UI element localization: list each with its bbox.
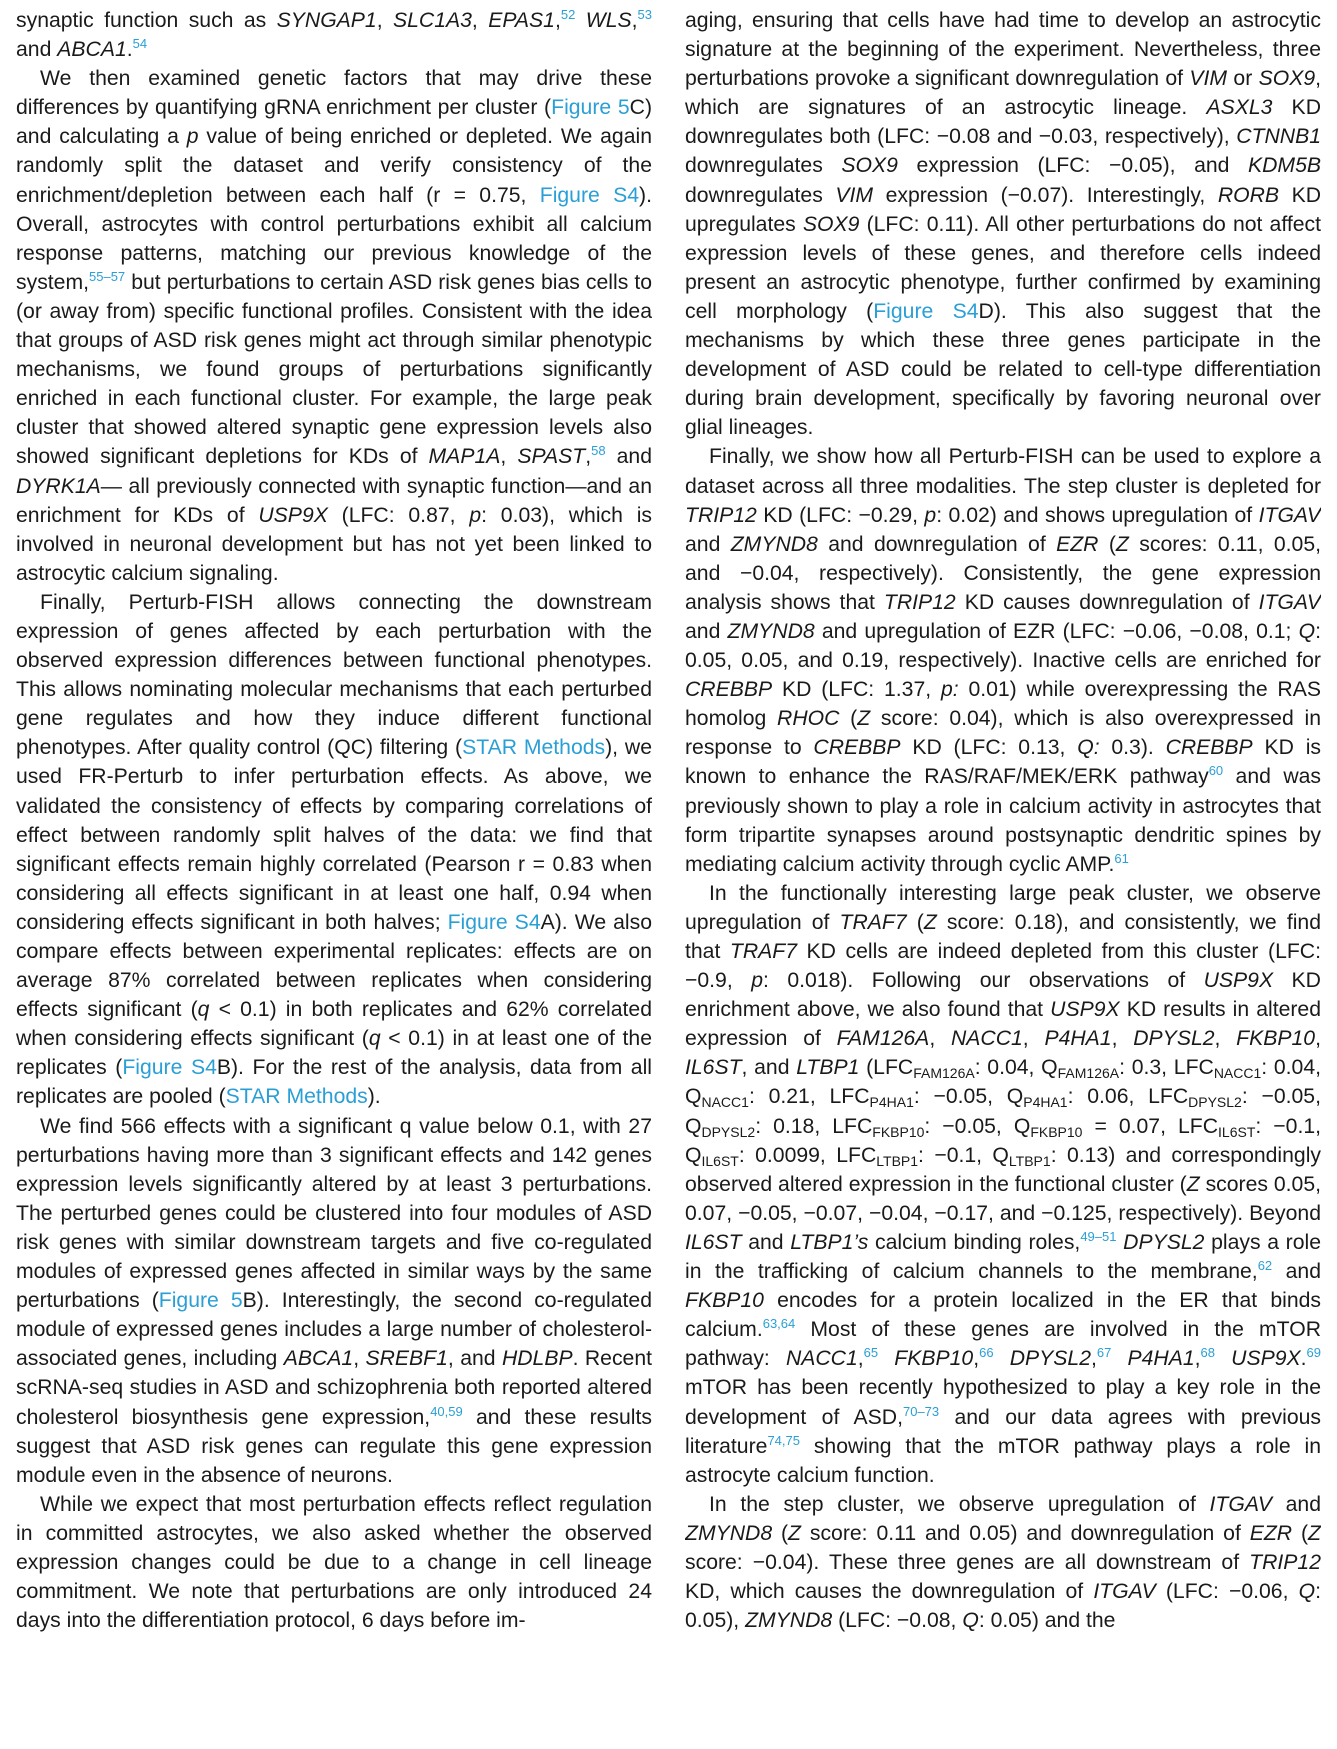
body-text: KD causes downregulation of xyxy=(955,590,1259,614)
citation-ref[interactable]: 74,75 xyxy=(767,1432,800,1448)
body-text: (LFC: −0.08, xyxy=(832,1609,963,1633)
body-text: In the functionally interesting large peak cluster, we observe upregulation of xyxy=(685,881,1321,934)
body-text: : −0.1, Q xyxy=(918,1143,1009,1167)
subscript: DPYSL2 xyxy=(701,1123,756,1140)
paragraph xyxy=(685,6,1321,442)
italic-text: ITGAV xyxy=(1258,590,1321,614)
italic-text: FAM126A xyxy=(836,1027,930,1051)
body-text: : −0.1, Q xyxy=(685,1114,1321,1167)
body-text: (LFC: 0.11). All other perturbations do not affect expression levels of these genes, and therefore cells indeed present an astrocytic phenotype, further confirmed by examining cell morphology ( xyxy=(685,212,1321,323)
citation-ref[interactable]: 69 xyxy=(1306,1345,1321,1361)
italic-text: USP9X xyxy=(1203,969,1274,993)
body-text: , xyxy=(471,9,489,32)
italic-text: EZR xyxy=(1249,1521,1293,1545)
body-text: : −0.05, Q xyxy=(685,1085,1321,1138)
italic-text: ZMYND8 xyxy=(685,1521,773,1545)
body-text: , xyxy=(376,9,393,32)
italic-text: TRIP12 xyxy=(883,590,956,614)
subscript: DPYSL2 xyxy=(1188,1094,1242,1111)
body-text: : 0.21, LFC xyxy=(748,1085,870,1109)
body-text: , xyxy=(1022,1027,1045,1051)
italic-text: TRAF7 xyxy=(729,940,797,963)
italic-text: Z xyxy=(1308,1521,1321,1545)
body-text: and our data agrees with previous literature xyxy=(685,1405,1321,1458)
body-text: 0.3). xyxy=(1099,736,1166,760)
italic-text: ITGAV xyxy=(1093,1580,1156,1604)
left-column xyxy=(16,6,652,1742)
italic-text: USP9X xyxy=(1050,998,1120,1022)
italic-text: Z xyxy=(923,910,937,934)
italic-text: TRAF7 xyxy=(839,910,907,934)
body-text xyxy=(994,1347,1010,1370)
body-text: , xyxy=(1194,1347,1201,1371)
italic-text: SYNGAP1 xyxy=(276,9,377,32)
italic-text: Q xyxy=(962,1609,979,1633)
body-text: and was previously shown to play a role in calcium activity in astrocytes that form tripartite synapses around postsynaptic dendritic spines by mediating calcium activity through cyclic AMP. xyxy=(685,765,1321,876)
citation-ref[interactable]: 40,59 xyxy=(430,1403,463,1419)
paragraph xyxy=(685,442,1321,878)
body-text: , xyxy=(554,9,561,32)
italic-text: ITGAV xyxy=(1258,503,1321,527)
body-text: value of being enriched or depleted. We again randomly split the dataset and verify consistency of the enrichment/depletion between each half (r = 0.75, xyxy=(16,125,652,207)
paragraph xyxy=(16,6,652,64)
citation-ref[interactable]: 65 xyxy=(863,1345,879,1361)
italic-text: ABCA1 xyxy=(57,38,127,62)
italic-text: SOX9 xyxy=(1258,67,1316,91)
body-text: , and xyxy=(741,1056,797,1080)
body-text xyxy=(1215,1347,1231,1370)
italic-text: CTNNB1 xyxy=(1236,125,1321,149)
body-text: ( xyxy=(906,910,924,934)
italic-text: DPYSL2 xyxy=(1133,1027,1215,1051)
italic-text: DPYSL2 xyxy=(1009,1347,1091,1371)
body-text: In the step cluster, we observe upregulation of xyxy=(709,1492,1210,1516)
body-text: aging, ensuring that cells have had time to develop an astrocytic signature at the beginning of the experiment. Nevertheless, three perturbations provoke a significant downregulation of xyxy=(685,9,1321,91)
body-text: : 0.0099, LFC xyxy=(738,1143,877,1167)
body-text: . Recent scRNA-seq studies in ASD and schizophrenia both reported altered cholesterol biosynthesis gene expression, xyxy=(16,1347,652,1429)
body-text: : 0.13) and correspondingly observed altered expression in the functional cluster ( xyxy=(685,1143,1321,1196)
body-text: : 0.03), which is involved in neuronal development but has not yet been linked to astrocytic calcium signaling. xyxy=(16,503,652,585)
body-text: : −0.05, Q xyxy=(913,1085,1024,1109)
body-text: : −0.05, Q xyxy=(924,1114,1031,1138)
body-text: ), we used FR-Perturb to infer perturbation effects. As above, we validated the consistency of effects by comparing correlations of effect between randomly split halves of the data: we find that significant effects remain highly correlated (Pearson r = 0.83 when considering all effects significant in at least one half, 0.94 when considering effects significant in both halves; xyxy=(16,736,652,934)
body-text: ). Overall, astrocytes with control perturbations exhibit all calcium response patterns, matching our previous knowledge of the system, xyxy=(16,183,652,294)
body-text: ( xyxy=(839,707,858,731)
figure-link[interactable]: Figure S4 xyxy=(873,299,979,323)
italic-text: TRIP12 xyxy=(1249,1550,1321,1574)
italic-text: CREBBP xyxy=(685,678,773,702)
italic-text: ZMYND8 xyxy=(745,1609,833,1633)
italic-text: LTBP1’s xyxy=(790,1230,869,1254)
body-text: , and xyxy=(447,1347,502,1371)
citation-ref[interactable]: 62 xyxy=(1257,1258,1273,1274)
right-column xyxy=(685,6,1321,1742)
body-text: , xyxy=(929,1027,951,1051)
italic-text: q xyxy=(368,1027,381,1051)
citation-ref[interactable]: 61 xyxy=(1114,850,1129,866)
italic-text: FKBP10 xyxy=(685,1289,764,1313)
body-text: We find 566 effects with a significant q value below 0.1, with 27 perturbations having more than 3 significant effects and 142 genes expression levels significantly altered by at least 3 perturbations. The perturbed genes could be clustered into four modules of ASD risk genes with similar downstream targets and five co-regulated modules of expressed genes affected in similar ways by the same perturbations ( xyxy=(16,1114,652,1313)
italic-text: EZR xyxy=(1056,532,1099,556)
body-text: , xyxy=(1111,1027,1134,1051)
italic-text: p xyxy=(186,125,199,149)
italic-text: P4HA1 xyxy=(1044,1027,1112,1051)
body-text: plays a role in the trafficking of calcium channels to the membrane, xyxy=(685,1230,1321,1284)
italic-text: DYRK1A xyxy=(16,474,101,498)
body-text: , xyxy=(1214,1027,1237,1051)
body-text: KD results in altered expression of xyxy=(685,998,1321,1051)
body-text: (LFC: 0.87, xyxy=(327,503,470,527)
body-text: and xyxy=(685,619,728,643)
citation-ref[interactable]: 52 xyxy=(560,7,576,22)
subscript: LTBP1 xyxy=(876,1152,919,1169)
italic-text: FKBP10 xyxy=(1236,1027,1316,1051)
body-text: < 0.1) in both replicates and 62% correlated when considering effects significant ( xyxy=(16,998,652,1051)
citation-ref[interactable]: 49–51 xyxy=(1080,1228,1117,1244)
italic-text: ITGAV xyxy=(1209,1492,1272,1516)
body-text: expression (−0.07). Interestingly, xyxy=(873,183,1218,207)
body-text: , which are signatures of an astrocytic lineage. xyxy=(685,67,1321,120)
body-text: . xyxy=(126,38,133,62)
body-text: Finally, Perturb-FISH allows connecting the downstream expression of genes affected by each perturbation with the observed expression differences between functional phenotypes. This allows nominating molecular mechanisms that each perturbed gene regulates and how they induce different functional phenotypes. After quality control (QC) filtering ( xyxy=(16,590,652,760)
subscript: IL6ST xyxy=(1218,1123,1256,1140)
paragraph xyxy=(685,879,1321,1490)
body-text: and xyxy=(685,532,731,556)
subscript: FKBP10 xyxy=(1030,1123,1083,1140)
body-text: expression (LFC: −0.05), and xyxy=(897,154,1248,178)
body-text: and xyxy=(1271,1492,1321,1516)
subscript: FAM126A xyxy=(1057,1065,1120,1082)
italic-text: NACC1 xyxy=(785,1347,858,1371)
body-text: score: 0.11 and 0.05) and downregulation of xyxy=(801,1521,1250,1545)
figure-link[interactable]: Figure S4 xyxy=(122,1056,217,1080)
body-text: and upregulation of EZR (LFC: −0.06, −0.08, 0.1; xyxy=(814,619,1299,643)
body-text: or xyxy=(1227,67,1259,91)
italic-text: SREBF1 xyxy=(365,1347,448,1371)
subscript: NACC1 xyxy=(1213,1065,1262,1082)
body-text: showing that the mTOR pathway plays a role in astrocyte calcium function. xyxy=(685,1434,1321,1487)
body-text: Finally, we show how all Perturb-FISH can be used to explore a dataset across all three modalities. The step cluster is depleted for xyxy=(685,445,1321,498)
body-text: and xyxy=(741,1230,791,1254)
italic-text: p xyxy=(924,503,937,527)
figure-link[interactable]: Figure S4 xyxy=(539,183,640,207)
subscript: FKBP10 xyxy=(872,1123,925,1140)
body-text: A). We also compare effects between experimental replicates: effects are on average 87% correlated between replicates when considering effects significant ( xyxy=(16,910,652,1022)
figure-link[interactable]: Figure S4 xyxy=(447,910,541,934)
italic-text: p xyxy=(469,503,482,527)
body-text: , xyxy=(631,9,638,32)
body-text: = 0.07, LFC xyxy=(1082,1114,1219,1138)
italic-text: q xyxy=(197,998,210,1022)
body-text: : 0.06, LFC xyxy=(1067,1085,1189,1109)
body-text: ( xyxy=(1098,532,1116,556)
italic-text: Q xyxy=(1298,619,1316,643)
italic-text: USP9X xyxy=(258,503,328,527)
italic-text: HDLBP xyxy=(501,1347,573,1371)
italic-text: SLC1A3 xyxy=(393,9,472,32)
italic-text: IL6ST xyxy=(685,1230,742,1254)
italic-text: USP9X xyxy=(1231,1347,1301,1371)
body-text: and these results suggest that ASD risk genes can regulate this gene expression module even in the absence of neurons. xyxy=(16,1405,652,1487)
citation-ref[interactable]: 70–73 xyxy=(902,1403,940,1419)
body-text: and xyxy=(605,445,652,469)
body-text: KD (LFC: 0.13, xyxy=(900,736,1078,760)
body-text: D). This also suggest that the mechanisms by which these three genes participate in the development of ASD could be related to cell-type differentiation during brain development, specifically by favoring neuronal over glial lineages. xyxy=(685,299,1321,440)
body-text: : 0.05), xyxy=(685,1580,1321,1633)
body-text: While we expect that most perturbation effects reflect regulation in committed astrocytes, we also asked whether the observed expression changes could be due to a change in cell lineage commitment. We note that perturbations are only introduced 24 days into the differentiation protocol, 6 days before im- xyxy=(16,1492,652,1633)
body-text: KD (LFC: −0.29, xyxy=(756,503,925,527)
italic-text: Z xyxy=(1115,532,1129,556)
body-text: : 0.02) and shows upregulation of xyxy=(936,503,1259,527)
body-text: , xyxy=(585,445,592,469)
body-text: score: 0.18), and consistently, we find that xyxy=(685,910,1321,963)
body-text: downregulates xyxy=(685,183,836,207)
body-text xyxy=(575,9,585,32)
body-text: scores: 0.11, 0.05, and −0.04, respectively). Consistently, the gene expression analysis shows that xyxy=(685,532,1321,614)
body-text: score: 0.04), which is also overexpressed in response to xyxy=(685,707,1321,760)
body-text: mTOR has been recently hypothesized to play a key role in the development of ASD, xyxy=(685,1376,1321,1429)
italic-text: ABCA1 xyxy=(283,1347,354,1371)
body-text: C) and calculating a xyxy=(16,96,652,149)
italic-text: Q xyxy=(1298,1580,1316,1604)
body-text: KD upregulates xyxy=(685,183,1321,236)
body-text: : 0.18, LFC xyxy=(755,1114,873,1138)
body-text: KD is known to enhance the RAS/RAF/MEK/ERK pathway xyxy=(685,736,1321,789)
italic-text: CREBBP xyxy=(813,736,901,760)
italic-text: SPAST xyxy=(517,445,586,469)
body-text: and downregulation of xyxy=(817,532,1057,556)
italic-text: TRIP12 xyxy=(685,503,757,527)
italic-text: Z xyxy=(1186,1172,1200,1196)
body-text: : 0.04, Q xyxy=(974,1056,1058,1080)
body-text: score: −0.04). These three genes are all downstream of xyxy=(685,1550,1250,1574)
body-text: ( xyxy=(772,1521,789,1545)
italic-text: Z xyxy=(788,1521,801,1545)
subscript: NACC1 xyxy=(701,1094,749,1111)
body-text: , xyxy=(500,445,518,469)
italic-text: Z xyxy=(857,707,871,731)
body-text: but perturbations to certain ASD risk genes bias cells to (or away from) specific functional profiles. Consistent with the idea that groups of ASD risk genes might act through similar phenotypic mechanisms, we found groups of perturbations significantly enriched in each functional cluster. For example, the large peak cluster that showed altered synaptic gene expression levels also showed significant depletions for KDs of xyxy=(16,270,652,469)
body-text: , xyxy=(1090,1347,1097,1371)
italic-text: VIM xyxy=(835,183,874,207)
body-text: Most of these genes are involved in the mTOR pathway: xyxy=(685,1318,1321,1371)
subscript: P4HA1 xyxy=(869,1094,914,1111)
body-text: : 0.05) and the xyxy=(978,1609,1116,1633)
body-text: , xyxy=(973,1347,980,1371)
paragraph xyxy=(16,588,652,1112)
italic-text: Q: xyxy=(1077,736,1100,760)
body-text: 0.01) while overexpressing the RAS homolog xyxy=(685,678,1321,731)
body-text: ( xyxy=(1292,1521,1309,1545)
italic-text: DPYSL2 xyxy=(1123,1230,1205,1254)
body-text: : 0.05, 0.05, and 0.19, respectively). Inactive cells are enriched for xyxy=(685,619,1321,673)
citation-ref[interactable]: 53 xyxy=(637,7,652,22)
citation-ref[interactable]: 60 xyxy=(1208,763,1224,779)
italic-text: ZMYND8 xyxy=(727,619,815,643)
italic-text: KDM5B xyxy=(1248,154,1321,178)
body-text: ). xyxy=(367,1085,381,1109)
italic-text: RORB xyxy=(1217,183,1280,207)
italic-text: ZMYND8 xyxy=(730,532,818,556)
body-text: and xyxy=(1272,1260,1321,1284)
body-text: and xyxy=(16,38,58,62)
paragraph xyxy=(685,1490,1321,1635)
italic-text: NACC1 xyxy=(950,1027,1023,1051)
body-text: KD (LFC: 1.37, xyxy=(772,678,941,702)
body-text: KD, which causes the downregulation of xyxy=(685,1580,1094,1604)
body-text: : 0.3, LFC xyxy=(1119,1056,1214,1080)
body-text: : 0.018). Following our observations of xyxy=(762,969,1204,993)
body-text: < 0.1) in at least one of the replicates ( xyxy=(16,1027,652,1080)
italic-text: FKBP10 xyxy=(894,1347,974,1371)
body-text xyxy=(878,1347,894,1370)
body-text: We then examined genetic factors that may drive these differences by quantifying gRNA enrichment per cluster ( xyxy=(16,67,652,120)
citation-ref[interactable]: 54 xyxy=(132,36,148,52)
body-text: — all previously connected with synaptic function—and an enrichment for KDs of xyxy=(16,474,652,527)
body-text: . xyxy=(1300,1347,1307,1371)
italic-text: CREBBP xyxy=(1165,736,1253,760)
body-text: calcium binding roles, xyxy=(868,1230,1081,1254)
figure-link[interactable]: STAR Methods xyxy=(225,1085,368,1109)
body-text: KD cells are indeed depleted from this cluster (LFC: −0.9, xyxy=(685,940,1321,993)
body-text: , xyxy=(353,1347,366,1371)
subscript: LTBP1 xyxy=(1008,1152,1051,1169)
citation-ref[interactable]: 63,64 xyxy=(762,1316,796,1332)
italic-text: LTBP1 xyxy=(796,1056,860,1080)
italic-text: MAP1A xyxy=(428,445,501,469)
italic-text: SOX9 xyxy=(841,154,898,178)
citation-ref[interactable]: 58 xyxy=(591,443,606,459)
body-text xyxy=(1111,1347,1127,1370)
italic-text: IL6ST xyxy=(685,1056,742,1080)
paragraph xyxy=(16,1490,652,1635)
subscript: P4HA1 xyxy=(1023,1094,1068,1111)
body-text: KD downregulates both (LFC: −0.08 and −0.03, respectively), xyxy=(685,96,1321,149)
citation-ref[interactable]: 55–57 xyxy=(89,268,126,284)
body-text: B). For the rest of the analysis, data from all replicates are pooled ( xyxy=(16,1056,652,1109)
italic-text: RHOC xyxy=(777,707,840,731)
body-text: (LFC: −0.06, xyxy=(1155,1580,1299,1604)
italic-text: WLS xyxy=(585,9,632,32)
body-text: KD enrichment above, we also found that xyxy=(685,969,1321,1022)
figure-link[interactable]: STAR Methods xyxy=(462,736,606,760)
paragraph xyxy=(16,1112,652,1490)
italic-text: P4HA1 xyxy=(1127,1347,1195,1371)
italic-text: EPAS1 xyxy=(488,9,555,32)
citation-ref[interactable]: 67 xyxy=(1096,1345,1112,1361)
subscript: IL6ST xyxy=(701,1152,739,1169)
body-text: downregulates xyxy=(685,154,842,178)
body-text: , xyxy=(857,1347,864,1371)
italic-text: p xyxy=(751,969,763,993)
citation-ref[interactable]: 66 xyxy=(979,1345,994,1361)
article-page xyxy=(16,6,1321,1742)
figure-link[interactable]: Figure 5 xyxy=(158,1289,243,1313)
body-text: encodes for a protein localized in the ER that binds calcium. xyxy=(685,1289,1321,1342)
italic-text: ASXL3 xyxy=(1206,96,1273,120)
italic-text: VIM xyxy=(1189,67,1228,91)
figure-link[interactable]: Figure 5 xyxy=(551,96,630,120)
body-text: , xyxy=(1315,1027,1321,1051)
citation-ref[interactable]: 68 xyxy=(1200,1345,1215,1361)
italic-text: SOX9 xyxy=(802,212,860,236)
body-text: (LFC xyxy=(859,1056,914,1080)
body-text: B). Interestingly, the second co-regulated module of expressed genes includes a large number of cholesterol-associated genes, including xyxy=(16,1289,652,1371)
body-text: : 0.04, Q xyxy=(685,1056,1321,1109)
paragraph xyxy=(16,64,652,588)
subscript: FAM126A xyxy=(913,1065,975,1082)
italic-text: p: xyxy=(940,678,959,702)
body-text: scores 0.05, 0.07, −0.05, −0.07, −0.04, −0.17, and −0.125, respectively). Beyond xyxy=(685,1172,1321,1225)
body-text: synaptic function such as xyxy=(16,9,277,32)
